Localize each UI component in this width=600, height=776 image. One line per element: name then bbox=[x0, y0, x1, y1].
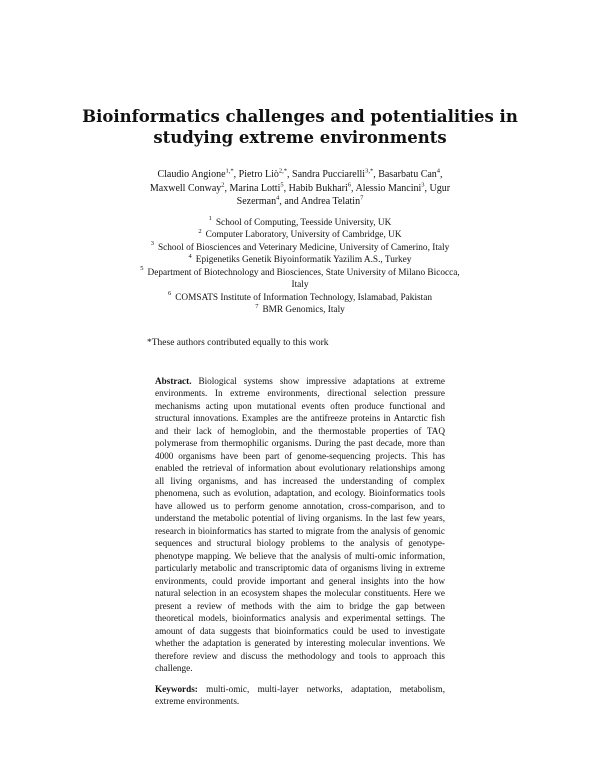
author-name: Habib Bukhari bbox=[288, 182, 348, 194]
author-name: Marina Lotti bbox=[229, 182, 281, 194]
affiliation bbox=[135, 267, 465, 292]
affiliation-text: School of Computing, Teesside University, UK bbox=[215, 217, 392, 228]
keywords-label: Keywords: bbox=[155, 683, 198, 694]
affiliation-number: 6 bbox=[167, 290, 172, 298]
author-affiliation-marker: 2 bbox=[221, 181, 225, 189]
author-separator: , bbox=[233, 169, 239, 180]
author-affiliation-marker: 1,* bbox=[225, 167, 234, 175]
author-name: Sandra Pucciarelli bbox=[292, 169, 366, 180]
equal-contribution-note: *These authors contributed equally to this work bbox=[147, 337, 329, 348]
affiliation-list bbox=[135, 217, 465, 317]
author-name: Alessio Mancini bbox=[355, 182, 422, 194]
author-affiliation-marker: 5 bbox=[280, 181, 284, 189]
affiliation bbox=[135, 304, 465, 317]
affiliation-number: 7 bbox=[255, 302, 259, 310]
author-name: Pietro Liò bbox=[238, 169, 279, 180]
author-affiliation-marker: 4 bbox=[436, 167, 441, 175]
affiliation-number: 3 bbox=[150, 240, 154, 248]
author-separator: , bbox=[351, 182, 356, 194]
author-separator: , bbox=[287, 169, 293, 180]
author-separator: , bbox=[440, 169, 443, 180]
affiliation-number: 1 bbox=[208, 215, 212, 223]
author-affiliation-marker: 3 bbox=[421, 181, 425, 189]
affiliation bbox=[135, 242, 465, 255]
author-name: Andrea Telatin bbox=[300, 196, 361, 207]
author-list bbox=[145, 168, 455, 209]
author-affiliation-marker: 2,* bbox=[278, 167, 288, 175]
author-affiliation-marker: 4 bbox=[276, 194, 280, 202]
keywords-text: multi-omic, multi-layer networks, adaptation, metabolism, extreme environments. bbox=[155, 683, 445, 706]
title-line-1: Bioinformatics challenges and potentialities in bbox=[82, 107, 518, 126]
affiliation-text: Computer Laboratory, University of Cambridge, UK bbox=[205, 230, 402, 240]
affiliation-text: BMR Genomics, Italy bbox=[262, 305, 345, 315]
affiliation bbox=[135, 229, 465, 242]
paper-title bbox=[20, 106, 580, 148]
author-name: Basarbatu Can bbox=[378, 169, 437, 180]
affiliation bbox=[135, 217, 465, 230]
title-line-2: studying extreme environments bbox=[153, 128, 447, 147]
affiliation-number: 5 bbox=[140, 265, 144, 273]
author-separator: , bbox=[283, 182, 289, 194]
author-separator: , bbox=[424, 182, 430, 194]
affiliation-text: School of Biosciences and Veterinary Medicine, University of Camerino, Italy bbox=[157, 242, 450, 253]
author-name: Maxwell Conway bbox=[149, 182, 222, 194]
author-separator: , and bbox=[279, 196, 301, 207]
affiliation-number: 2 bbox=[198, 227, 202, 235]
author-affiliation-marker: 7 bbox=[360, 194, 364, 202]
affiliation-text: COMSATS Institute of Information Technology, Islamabad, Pakistan bbox=[175, 292, 433, 303]
abstract bbox=[155, 375, 445, 675]
author-name: Ugur Sezerman bbox=[236, 182, 451, 207]
affiliation-text: Epigenetiks Genetik Biyoinformatik Yazilim A.S., Turkey bbox=[195, 255, 412, 265]
abstract-text: Biological systems show impressive adaptations at extreme environments. In extreme environments, directional selection pressure mechanisms acting upon mutational events often produce functional and structural innovations. Examples are the antifreeze proteins in Antarctic fish and their lack of hemoglobin, and the thermostable properties of TAQ polymerase from thermophilic organisms. During the past decade, more than 4000 organisms have been part of genome-sequencing projects. This has enabled the retrieval of information about evolutionary relationships among all living organisms, and has increased the understanding of complex phenomena, such as evolution, adaptation, and ecology. Bioinformatics tools have allowed us to perform genome annotation, cross-comparison, and to understand the metabolic potential of living organisms. In the last few years, research in bioinformatics has started to migrate from the analysis of genomic sequences and structural biology problems to the analysis of genotype-phenotype mapping. We believe that the analysis of multi-omic information, particularly metabolic and transcriptomic data of organisms living in extreme environments, could provide important and general insights into the how natural selection in an ecosystem shapes the molecular constituents. Here we present a review of methods with the aim to bridge the gap between theoretical models, bioinformatics analysis and experimental settings. The amount of data suggests that bioinformatics could be used to investigate whether the adaptation is generated by interesting molecular inventions. We therefore review and discuss the methodology and tools to approach this challenge. bbox=[155, 375, 445, 673]
abstract-label: Abstract. bbox=[155, 375, 192, 386]
author-affiliation-marker: 6 bbox=[347, 181, 352, 189]
author-separator: , bbox=[373, 169, 379, 180]
affiliation-number: 4 bbox=[188, 252, 192, 260]
affiliation bbox=[135, 292, 465, 305]
keywords bbox=[155, 683, 445, 708]
author-separator: , bbox=[224, 182, 230, 194]
affiliation bbox=[135, 254, 465, 267]
author-affiliation-marker: 3,* bbox=[365, 167, 374, 175]
affiliation-text: Department of Biotechnology and Biosciences, State University of Milano Bicocca, Italy bbox=[147, 267, 460, 290]
author-name: Claudio Angione bbox=[157, 169, 226, 180]
